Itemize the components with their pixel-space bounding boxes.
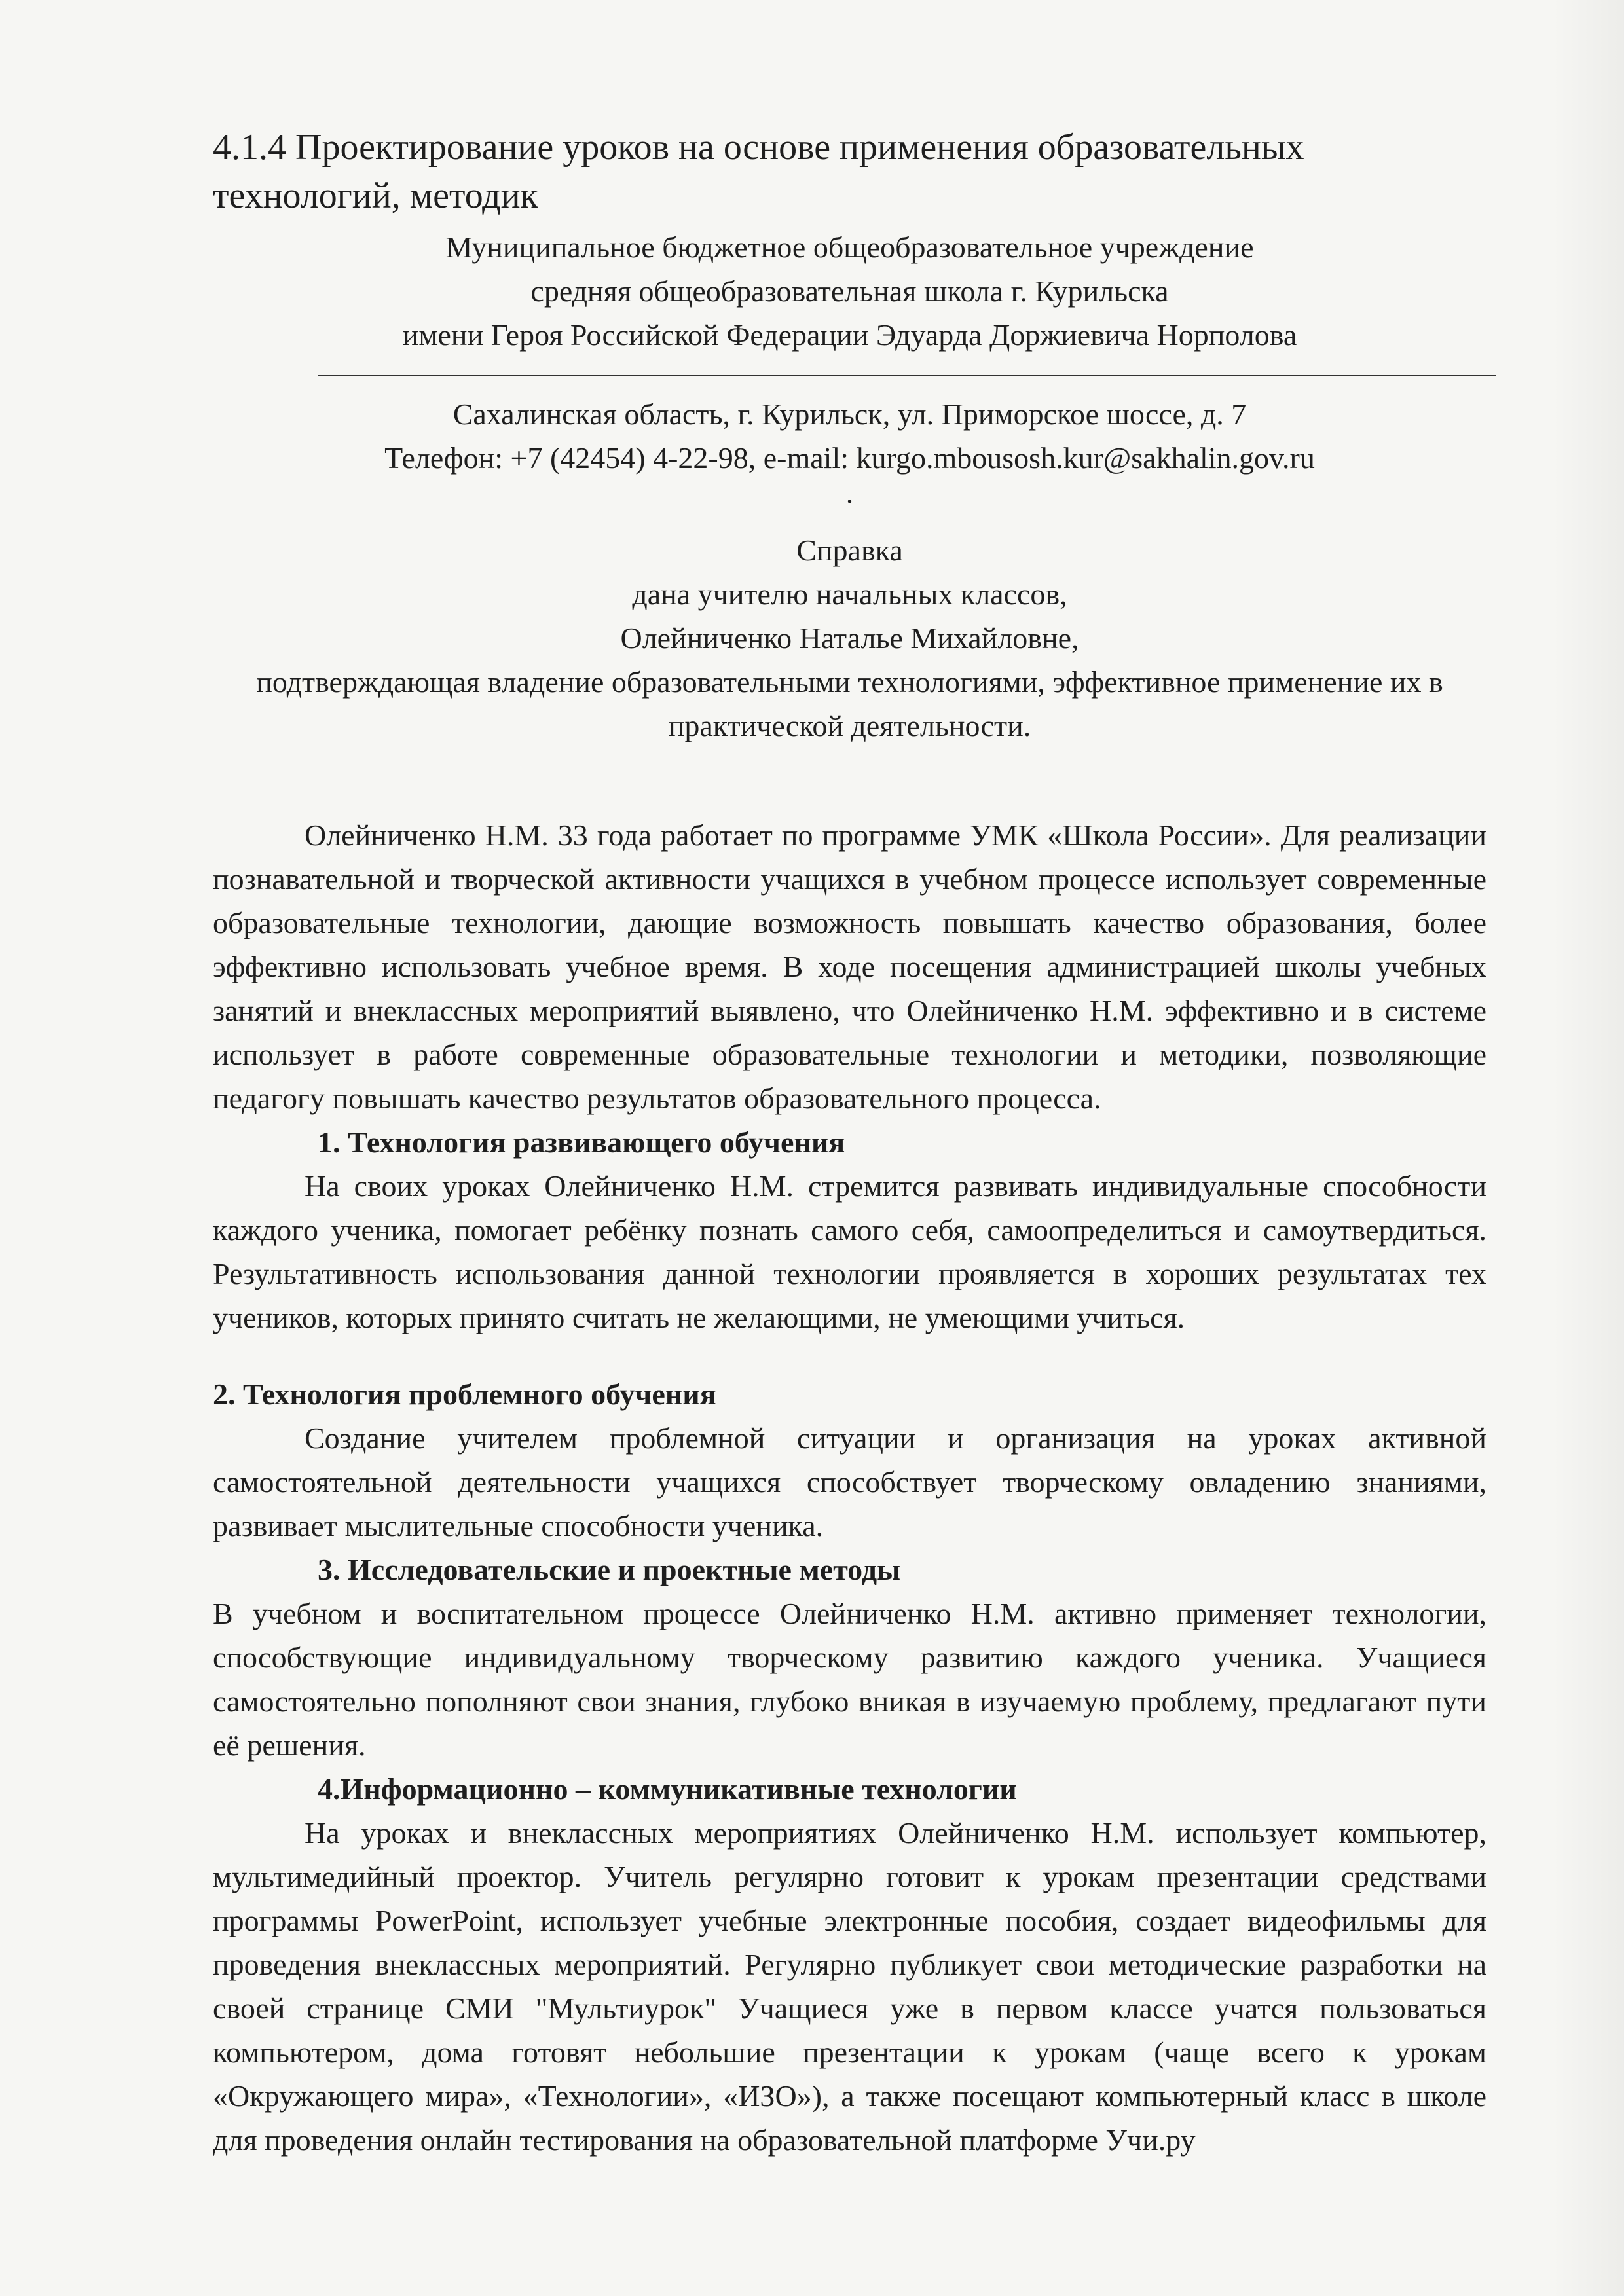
header-divider	[318, 375, 1496, 376]
section-4-text: На уроках и внеклассных мероприятиях Олейниченко Н.М. использует компьютер, мультимедийный проектор. Учитель регулярно готовит к урокам презентации средствами программы PowerPoint, использует учебные электронные пособия, создает видеофильмы для проведения внеклассных мероприятий. Регулярно публикует свои методические разработки на своей странице СМИ "Мультиурок" Учащиеся уже в первом классе учатся пользоваться компьютером, дома готовят небольшие презентации к урокам (чаще всего к урокам «Окружающего мира», «Технологии», «ИЗО»), а также посещают компьютерный класс в школе для проведения онлайн тестирования на образовательной платформе Учи.ру	[213, 1816, 1486, 2157]
phone-email: Телефон: +7 (42454) 4-22-98, e-mail: kurgo.mbousosh.kur@sakhalin.gov.ru	[384, 441, 1315, 475]
section-3-title: 3. Исследовательские и проектные методы	[318, 1553, 901, 1586]
contact-block	[213, 392, 1486, 519]
certificate-line-3: подтверждающая владение образовательными технологиями, эффективное применение их в практической деятельности.	[256, 665, 1443, 742]
section-1-title: 1. Технология развивающего обучения	[318, 1125, 845, 1159]
org-line-3: имени Героя Российской Федерации Эдуарда Доржиевича Норполова	[402, 318, 1297, 352]
section-3-text: В учебном и воспитательном процессе Олейниченко Н.М. активно применяет технологии, способствующие индивидуальному творческому развитию каждого ученика. Учащиеся самостоятельно пополняют свои знания, глубоко вникая в изучаемую проблему, предлагают пути её решения.	[213, 1597, 1486, 1762]
section-1-text: На своих уроках Олейниченко Н.М. стремится развивать индивидуальные способности каждого ученика, помогает ребёнку познать самого себя, самоопределиться и самоутвердиться. Результативность использования данной технологии проявляется в хороших результатах тех учеников, которых принято считать не желающими, не умеющими учиться.	[213, 1169, 1486, 1334]
organization-block	[213, 225, 1486, 357]
dot-mark: .	[845, 476, 854, 509]
spacer	[213, 748, 1486, 813]
org-line-2: средняя общеобразовательная школа г. Курильска	[530, 274, 1169, 308]
spacer	[213, 1339, 1486, 1372]
certificate-title: Справка	[796, 534, 903, 567]
intro-paragraph: Олейниченко Н.М. 33 года работает по программе УМК «Школа России». Для реализации познавательной и творческой активности учащихся в учебном процессе использует современные образовательные технологии, дающие возможность повышать качество образования, более эффективно использовать учебное время. В ходе посещения администрацией школы учебных занятий и внеклассных мероприятий выявлено, что Олейниченко Н.М. эффективно и в системе использует в работе современные образовательные технологии и методики, позволяющие педагогу повышать качество результатов образовательного процесса.	[213, 818, 1486, 1115]
certificate-line-2: Олейниченко Наталье Михайловне,	[620, 621, 1079, 655]
address: Сахалинская область, г. Курильск, ул. Приморское шоссе, д. 7	[452, 397, 1247, 431]
page-edge-shadow	[1552, 0, 1624, 2296]
section-2-text: Создание учителем проблемной ситуации и организация на уроках активной самостоятельной деятельности учащихся способствует творческому овладению знаниями, развивает мыслительные способности ученика.	[213, 1421, 1486, 1542]
certificate-header	[213, 528, 1486, 748]
org-line-1: Муниципальное бюджетное общеобразовательное учреждение	[445, 230, 1254, 264]
document-content	[213, 123, 1486, 2162]
section-heading: 4.1.4 Проектирование уроков на основе применения образовательных технологий, методик	[213, 127, 1304, 216]
section-4-title: 4.Информационно – коммуникативные технологии	[318, 1772, 1017, 1806]
section-2-title: 2. Технология проблемного обучения	[213, 1377, 716, 1411]
certificate-line-1: дана учителю начальных классов,	[632, 577, 1067, 611]
